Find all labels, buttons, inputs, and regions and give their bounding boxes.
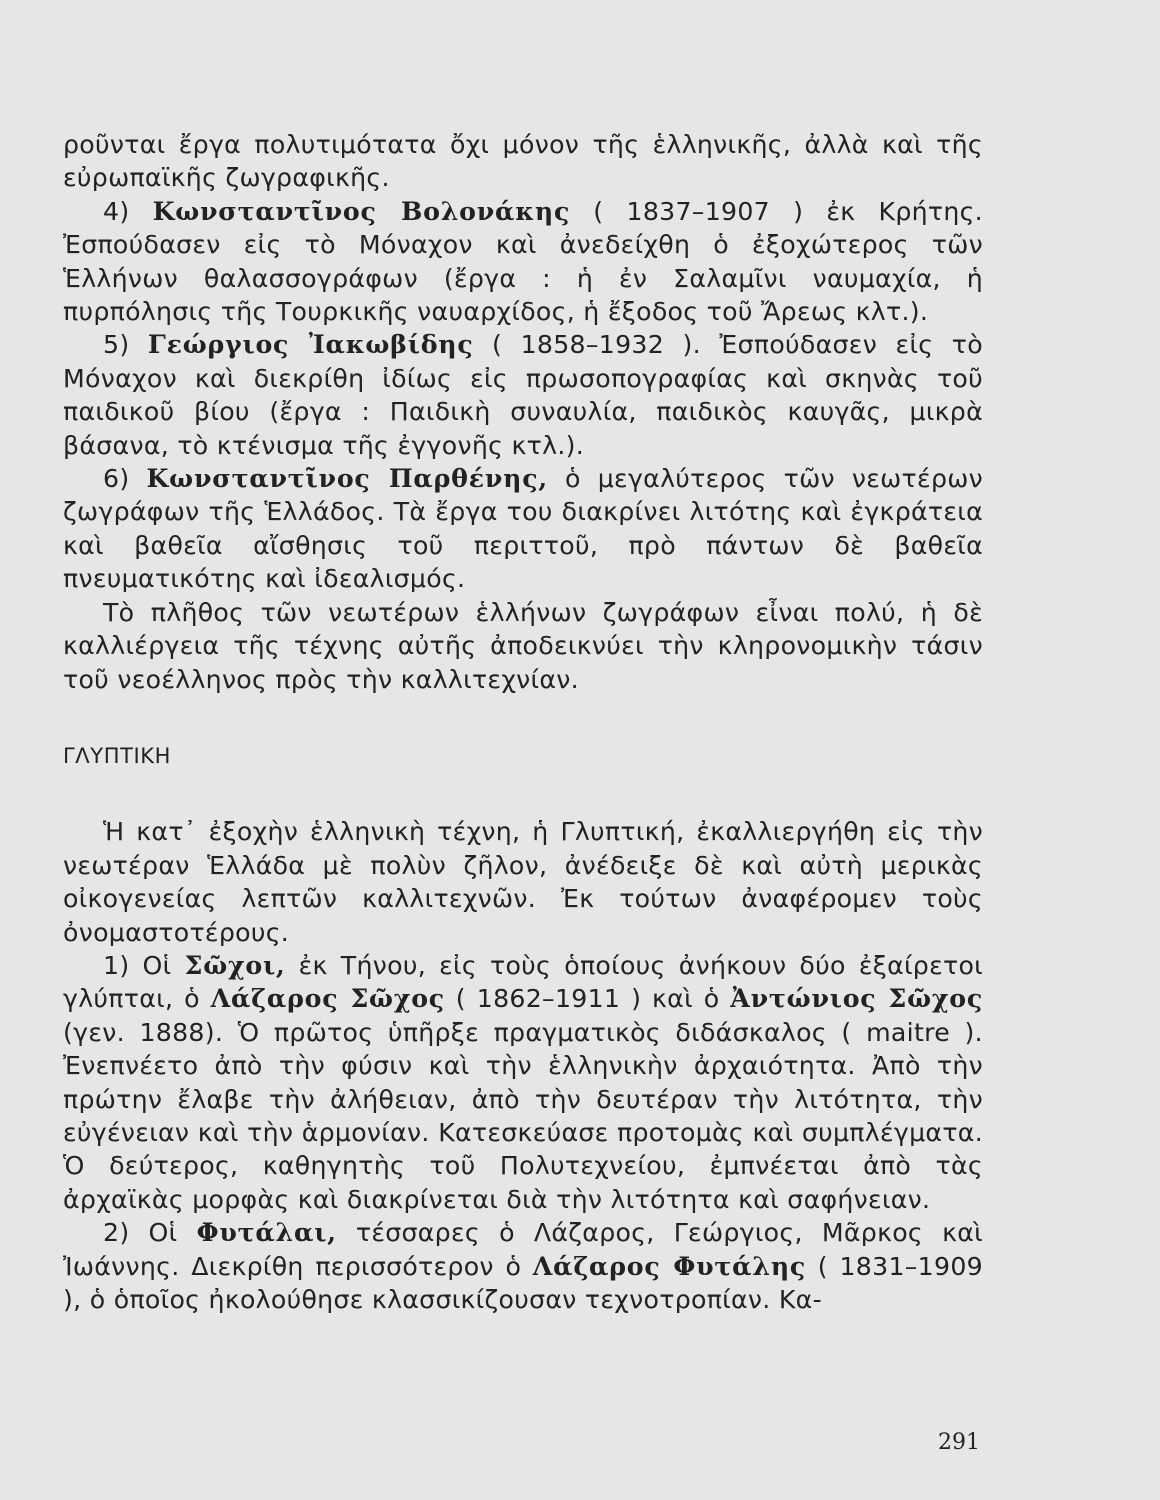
item-number: 4) <box>103 196 130 226</box>
painter-name-parthenis: Κωνσταντῖνος Παρθένης, <box>146 463 548 494</box>
paragraph-parthenis <box>63 462 983 596</box>
paragraph-intro: ροῦνται ἔργα πολυτιμότατα ὄχι μόνον τῆς ἑλληνικῆς, ἀλλὰ καὶ τῆς εὐρωπαϊκῆς ζωγραφικῆς. <box>63 130 983 193</box>
painter-name-volonakis: Κωνσταντῖνος Βολονάκης <box>152 195 571 226</box>
item-number: 5) <box>103 330 130 360</box>
section-heading: ΓΛΥΠΤΙΚΗ <box>63 743 172 768</box>
paragraph-text: ( 1837–1907 ) ἐκ Κρήτης. Ἐσπούδασεν εἰς τὸ Μόναχον καὶ ἀνεδείχθη ὁ ἐξοχώτερος τῶν Ἑλλήνων θαλασσογράφων (ἔργα : ἡ ἐν Σαλαμῖνι ναυμαχία, ἡ πυρπόλησις τῆς Τουρκικῆς ναυαρχίδος, ἡ ἔξοδος τοῦ Ἄρεως κλτ.). <box>63 196 983 327</box>
paragraph-text: 1) Οἱ <box>103 950 172 980</box>
paragraph-text: ( 1862–1911 ) καὶ ὁ <box>455 984 720 1014</box>
paragraph-text: 2) Οἱ <box>103 1218 178 1248</box>
family-name-sochoi: Σῶχοι, <box>184 949 286 980</box>
sculptor-name-lazaros-fytalis: Λάζαρος Φυτάλης <box>532 1250 807 1281</box>
sculptor-name-lazaros-sochos: Λάζαρος Σῶχος <box>210 983 445 1014</box>
paragraph-text: τέσσαρες ὁ Λάζαρος, Γεώργιος, Μᾶρκος καὶ Ἰωάννης. Διεκρίθη περισσότερον ὁ <box>63 1218 983 1281</box>
body-text <box>63 128 983 1316</box>
paragraph-text: ( 1831–1909 ), ὁ ὁποῖος ἠκολούθησε κλασσικίζουσαν τεχνοτροπίαν. Κα- <box>63 1251 983 1314</box>
painter-name-iakovidis: Γεώργιος Ἰακωβίδης <box>147 329 474 360</box>
item-number: 6) <box>103 464 130 494</box>
paragraph-text: ὁ μεγαλύτερος τῶν νεωτέρων ζωγράφων τῆς Ἑλλάδος. Τὰ ἔργα του διακρίνει λιτότης καὶ ἐγκράτεια καὶ βαθεῖα αἴσθησις τοῦ περιττοῦ, πρὸ πάντων δὲ βαθεῖα πνευματικότης καὶ ἰδεαλισμός. <box>63 464 983 594</box>
paragraph-iakovidis <box>63 328 983 462</box>
paragraph-fytalai <box>63 1216 983 1316</box>
paragraph-sochoi <box>63 949 983 1216</box>
paragraph-text: ( 1858–1932 ). Ἐσπούδασεν εἰς τὸ Μόναχον καὶ διεκρίθη ἰδίως εἰς πρωσοπογραφίας καὶ σκηνὰς τοῦ παιδικοῦ βίου (ἔργα : Παιδικὴ συναυλία, παιδικὸς καυγᾶς, μικρὰ βάσανα, τὸ κτένισμα τῆς ἐγγονῆς κτλ.). <box>63 330 983 460</box>
paragraph-volonakis <box>63 195 983 329</box>
page-number: 291 <box>938 1430 980 1455</box>
paragraph-sculpture-intro: Ἡ κατ᾿ ἐξοχὴν ἑλληνικὴ τέχνη, ἡ Γλυπτική, ἐκαλλιεργήθη εἰς τὴν νεωτέραν Ἑλλάδα μὲ πολὺν ζῆλον, ἀνέδειξε δὲ καὶ αὐτὴ μερικὰς οἰκογενείας λεπτῶν καλλιτεχνῶν. Ἐκ τούτων ἀναφέρομεν τοὺς ὀνομαστοτέρους. <box>63 817 983 947</box>
family-name-fytalai: Φυτάλαι, <box>196 1217 337 1248</box>
paragraph-text: ἐκ Τήνου, εἰς τοὺς ὁποίους ἀνήκουν δύο ἐξαίρετοι γλύπται, ὁ <box>63 950 984 1014</box>
sculptor-name-antonios-sochos: Ἀντώνιος Σῶχος <box>730 983 984 1014</box>
paragraph-text: (γεν. 1888). Ὁ πρῶτος ὑπῆρξε πραγματικὸς διδάσκαλος ( maitre ). Ἐνεπνέετο ἀπὸ τὴν φύσιν καὶ τὴν ἑλληνικὴν ἀρχαιότητα. Ἀπὸ τὴν πρώτην ἔλαβε τὴν ἀλήθειαν, ἀπὸ τὴν δευτέραν τὴν λιτότητα, τὴν εὐγένειαν καὶ τὴν ἁρμονίαν. Κατεσκεύασε προτομὰς καὶ συμπλέγματα. Ὁ δεύτερος, καθηγητὴς τοῦ Πολυτεχνείου, ἐμπνέεται ἀπὸ τὰς ἀρχαϊκὰς μορφὰς καὶ διακρίνεται διὰ τὴν λιτότητα καὶ σαφήνειαν. <box>63 1017 983 1214</box>
paragraph-modern-painters: Τὸ πλῆθος τῶν νεωτέρων ἑλλήνων ζωγράφων εἶναι πολύ, ἡ δὲ καλλιέργεια τῆς τέχνης αὐτῆς ἀποδεικνύει τὴν κληρονομικὴν τάσιν τοῦ νεοέλληνος πρὸς τὴν καλλιτεχνίαν. <box>63 597 983 694</box>
